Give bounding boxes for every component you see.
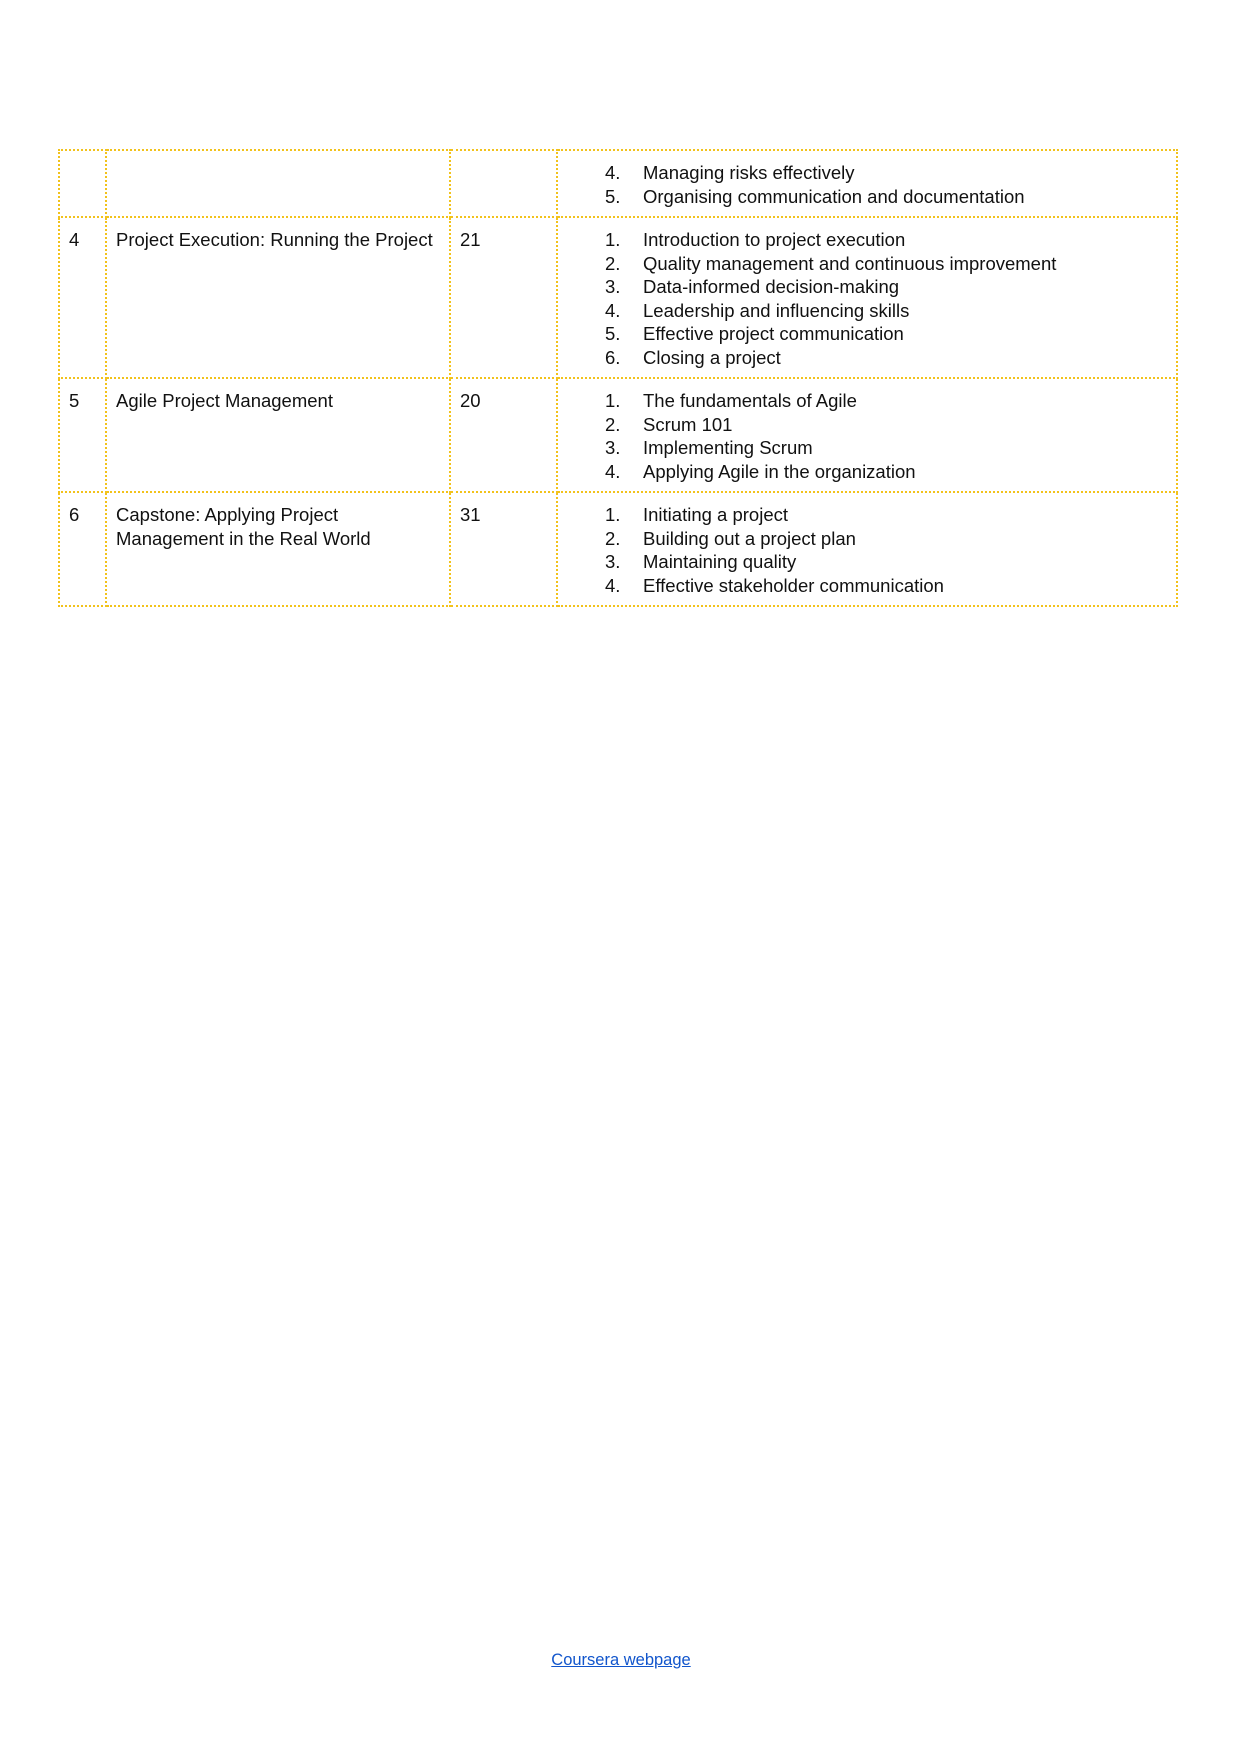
table-row [59, 492, 1177, 606]
list-item [605, 550, 1167, 574]
list-item [605, 389, 1167, 413]
list-item [605, 322, 1167, 346]
topic-number: 3. [605, 276, 621, 297]
course-number-cell: 4 [59, 217, 106, 378]
list-item [605, 413, 1167, 437]
topic-list [567, 389, 1167, 483]
list-item [605, 275, 1167, 299]
table-row [59, 150, 1177, 217]
topic-text: Building out a project plan [643, 527, 856, 549]
topic-list [567, 503, 1167, 597]
course-number-cell [59, 150, 106, 217]
topic-text: Implementing Scrum [643, 437, 813, 458]
table-row [59, 217, 1177, 378]
topic-text: Introduction to project execution [643, 229, 906, 250]
course-title-cell: Project Execution: Running the Project [106, 217, 450, 378]
topic-text: Organising communication and documentation [643, 185, 1025, 207]
list-item [605, 346, 1167, 370]
topic-number: 4. [605, 574, 621, 596]
topic-text: Data-informed decision-making [643, 276, 900, 297]
topic-number: 5. [605, 323, 621, 344]
table-row [59, 378, 1177, 492]
course-topics-cell [557, 378, 1177, 492]
list-item [605, 503, 1167, 527]
list-item [605, 252, 1167, 276]
topic-number: 2. [605, 527, 621, 549]
list-item [605, 185, 1167, 209]
list-item [605, 460, 1167, 484]
course-number-cell: 6 [59, 492, 106, 606]
course-hours-cell: 31 [450, 492, 557, 606]
list-item [605, 299, 1167, 323]
course-topics-cell [557, 217, 1177, 378]
topic-text: Effective project communication [643, 323, 904, 344]
course-hours-cell: 21 [450, 217, 557, 378]
topic-number: 4. [605, 460, 621, 482]
topic-text: Leadership and influencing skills [643, 299, 910, 321]
course-number-cell: 5 [59, 378, 106, 492]
topic-text: Maintaining quality [643, 551, 797, 572]
coursera-webpage-link[interactable]: Coursera webpage [551, 1651, 691, 1669]
topic-list [567, 161, 1167, 208]
topic-number: 1. [605, 390, 621, 411]
topic-text: Quality management and continuous improvement [643, 252, 1057, 274]
topic-text: Scrum 101 [643, 413, 733, 435]
course-table [58, 149, 1178, 607]
topic-text: Managing risks effectively [643, 162, 855, 183]
course-hours-cell [450, 150, 557, 217]
topic-number: 4. [605, 299, 621, 321]
topic-number: 6. [605, 346, 621, 368]
course-title-cell [106, 150, 450, 217]
topic-number: 1. [605, 504, 621, 525]
topic-text: Closing a project [643, 346, 781, 368]
course-topics-cell [557, 150, 1177, 217]
course-title-cell: Capstone: Applying Project Management in the Real World [106, 492, 450, 606]
list-item [605, 436, 1167, 460]
topic-number: 3. [605, 551, 621, 572]
course-title-cell: Agile Project Management [106, 378, 450, 492]
topic-number: 5. [605, 185, 621, 207]
list-item [605, 527, 1167, 551]
topic-number: 2. [605, 413, 621, 435]
topic-text: Applying Agile in the organization [643, 460, 916, 482]
course-topics-cell [557, 492, 1177, 606]
topic-number: 1. [605, 229, 621, 250]
list-item [605, 574, 1167, 598]
topic-text: Effective stakeholder communication [643, 574, 944, 596]
list-item [605, 228, 1167, 252]
topic-text: The fundamentals of Agile [643, 390, 857, 411]
list-item [605, 161, 1167, 185]
topic-number: 2. [605, 252, 621, 274]
topic-text: Initiating a project [643, 504, 789, 525]
topic-list [567, 228, 1167, 369]
topic-number: 4. [605, 162, 621, 183]
course-hours-cell: 20 [450, 378, 557, 492]
topic-number: 3. [605, 437, 621, 458]
